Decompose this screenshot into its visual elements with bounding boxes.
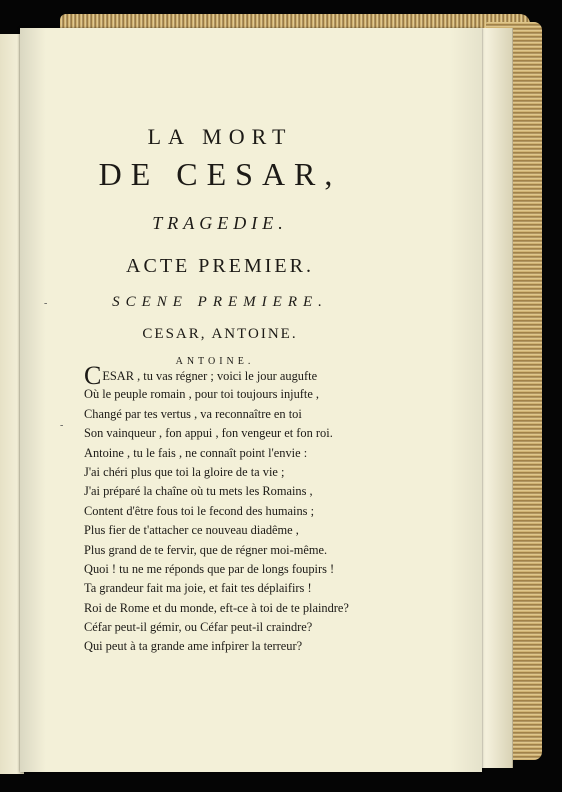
verse-line: Céfar peut-il gémir, ou Céfar peut-il craindre? [84, 620, 313, 635]
verse-line: Roi de Rome et du monde, eft-ce à toi de te plaindre? [84, 600, 349, 615]
first-verse-text: ESAR , tu vas régner ; voici le jour augufte [102, 369, 318, 383]
verse-line: Où le peuple romain , pour toi toujours injufte , [84, 387, 320, 402]
book-page [20, 28, 482, 772]
title-line-3: TRAGEDIE. [152, 213, 288, 233]
verse-line: Plus grand de te fervir, que de régner moi-même. [84, 542, 328, 557]
verse-line: Changé par tes vertus , va reconnaître en toi [84, 406, 302, 421]
page-speck: - [44, 298, 48, 309]
verse-block [84, 361, 444, 657]
verse-line: Quoi ! tu ne me réponds que par de longs foupirs ! [84, 561, 335, 576]
verse-line: Qui peut à ta grande ame infpirer la terreur? [84, 639, 303, 654]
scene-heading: SCENE PREMIERE. [112, 294, 328, 310]
speaker-name: ANTOINE. [175, 356, 255, 367]
title-line-1: LA MORT [147, 124, 293, 149]
scene-characters: CESAR, ANTOINE. [142, 326, 298, 342]
page-speck: - [60, 420, 64, 431]
verse-line: Antoine , tu le fais , ne connaît point l'envie : [84, 445, 308, 460]
verse-line: Ta grandeur fait ma joie, et fait tes déplaifirs ! [84, 581, 312, 596]
act-heading: ACTE PREMIER. [126, 255, 314, 277]
verse-line: Son vainqueur , fon appui , fon vengeur et fon roi. [84, 426, 333, 441]
verse-line: J'ai chéri plus que toi la gloire de ta vie ; [84, 464, 285, 479]
verse-line: J'ai préparé la chaîne où tu mets les Romains , [84, 484, 313, 499]
title-line-2: DE CESAR, [98, 156, 342, 192]
drop-initial: C [84, 361, 102, 390]
verse-line: Plus fier de t'attacher ce nouveau diadême , [84, 523, 299, 538]
verse-line: Content d'être fous toi le fecond des humains ; [84, 503, 315, 518]
